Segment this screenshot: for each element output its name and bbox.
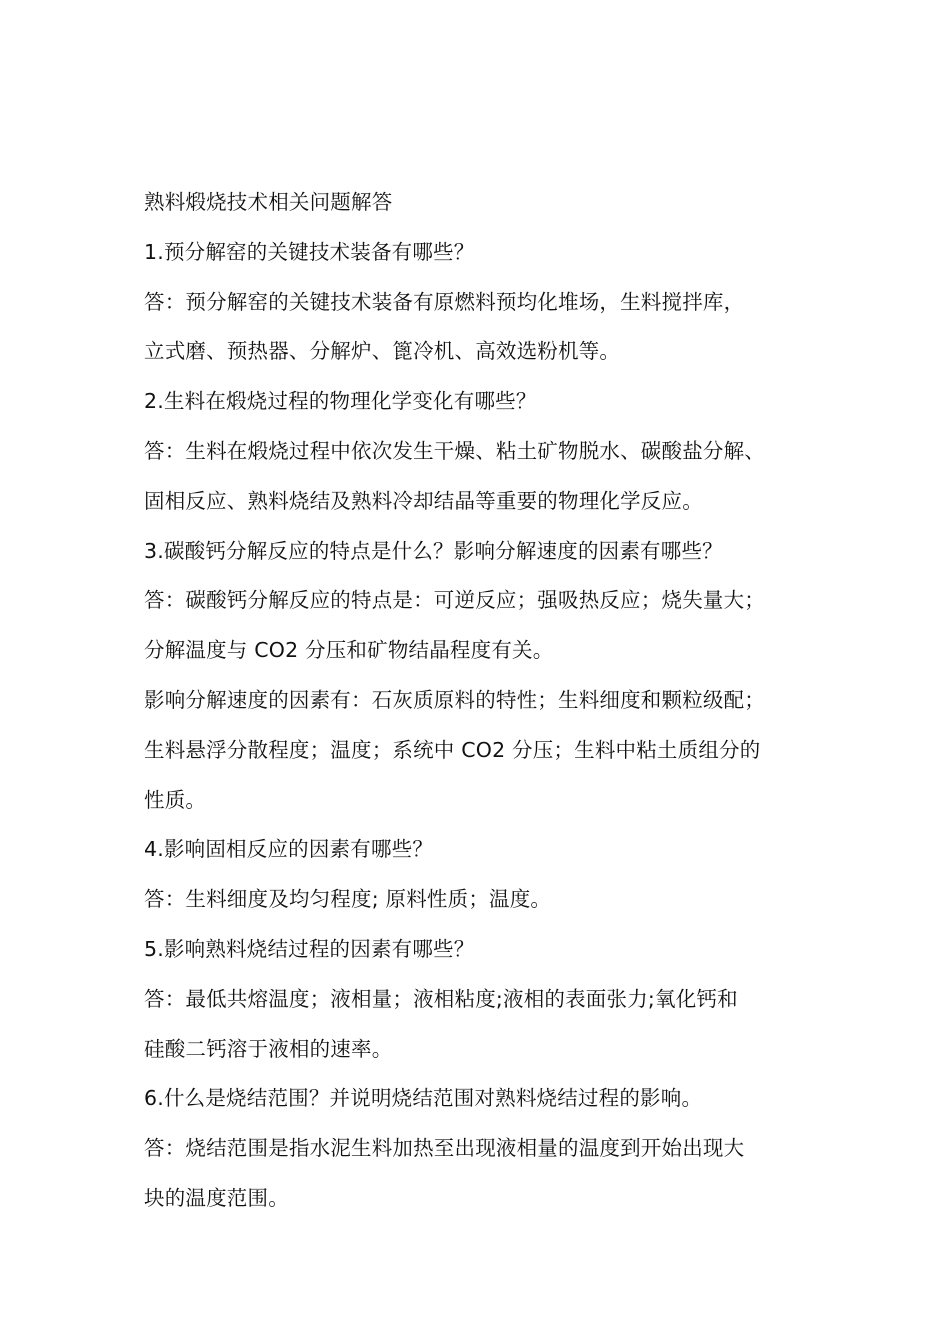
answer-3-line-1: 答：碳酸钙分解反应的特点是：可逆反应；强吸热反应；烧失量大； <box>144 588 765 613</box>
answer-5-line-1: 答：最低共熔温度；液相量；液相粘度;液相的表面张力;氧化钙和 <box>144 986 738 1011</box>
answer-2-line-2: 固相反应、熟料烧结及熟料冷却结晶等重要的物理化学反应。 <box>144 488 703 513</box>
answer-4-line-1: 答：生料细度及均匀程度; 原料性质；温度。 <box>144 887 552 912</box>
answer-1-line-1: 答：预分解窑的关键技术装备有原燃料预均化堆场，生料搅拌库， <box>144 289 745 314</box>
question-1: 1.预分解窑的关键技术装备有哪些？ <box>144 239 475 264</box>
question-3: 3.碳酸钙分解反应的特点是什么？影响分解速度的因素有哪些？ <box>144 538 723 563</box>
question-5: 5.影响熟料烧结过程的因素有哪些？ <box>144 936 475 961</box>
document-body <box>144 178 844 1224</box>
answer-6-line-1: 答：烧结范围是指水泥生料加热至出现液相量的温度到开始出现大 <box>144 1136 745 1161</box>
document-title: 熟料煅烧技术相关问题解答 <box>144 190 393 214</box>
answer-2-line-1: 答：生料在煅烧过程中依次发生干燥、粘土矿物脱水、碳酸盐分解、 <box>144 438 765 463</box>
answer-1-line-2: 立式磨、预热器、分解炉、篦冷机、高效选粉机等。 <box>144 339 621 364</box>
question-6: 6.什么是烧结范围？并说明烧结范围对熟料烧结过程的影响。 <box>144 1086 703 1111</box>
answer-3-line-3: 影响分解速度的因素有：石灰质原料的特性；生料细度和颗粒级配； <box>144 687 765 712</box>
answer-3-line-4: 生料悬浮分散程度；温度；系统中 CO2 分压；生料中粘土质组分的 <box>144 737 761 762</box>
question-2: 2.生料在煅烧过程的物理化学变化有哪些？ <box>144 389 537 414</box>
answer-6-line-2: 块的温度范围。 <box>144 1185 289 1210</box>
answer-5-line-2: 硅酸二钙溶于液相的速率。 <box>144 1036 393 1061</box>
answer-3-line-5: 性质。 <box>144 787 207 812</box>
answer-3-line-2: 分解温度与 CO2 分压和矿物结晶程度有关。 <box>144 638 554 663</box>
question-4: 4.影响固相反应的因素有哪些？ <box>144 837 434 862</box>
